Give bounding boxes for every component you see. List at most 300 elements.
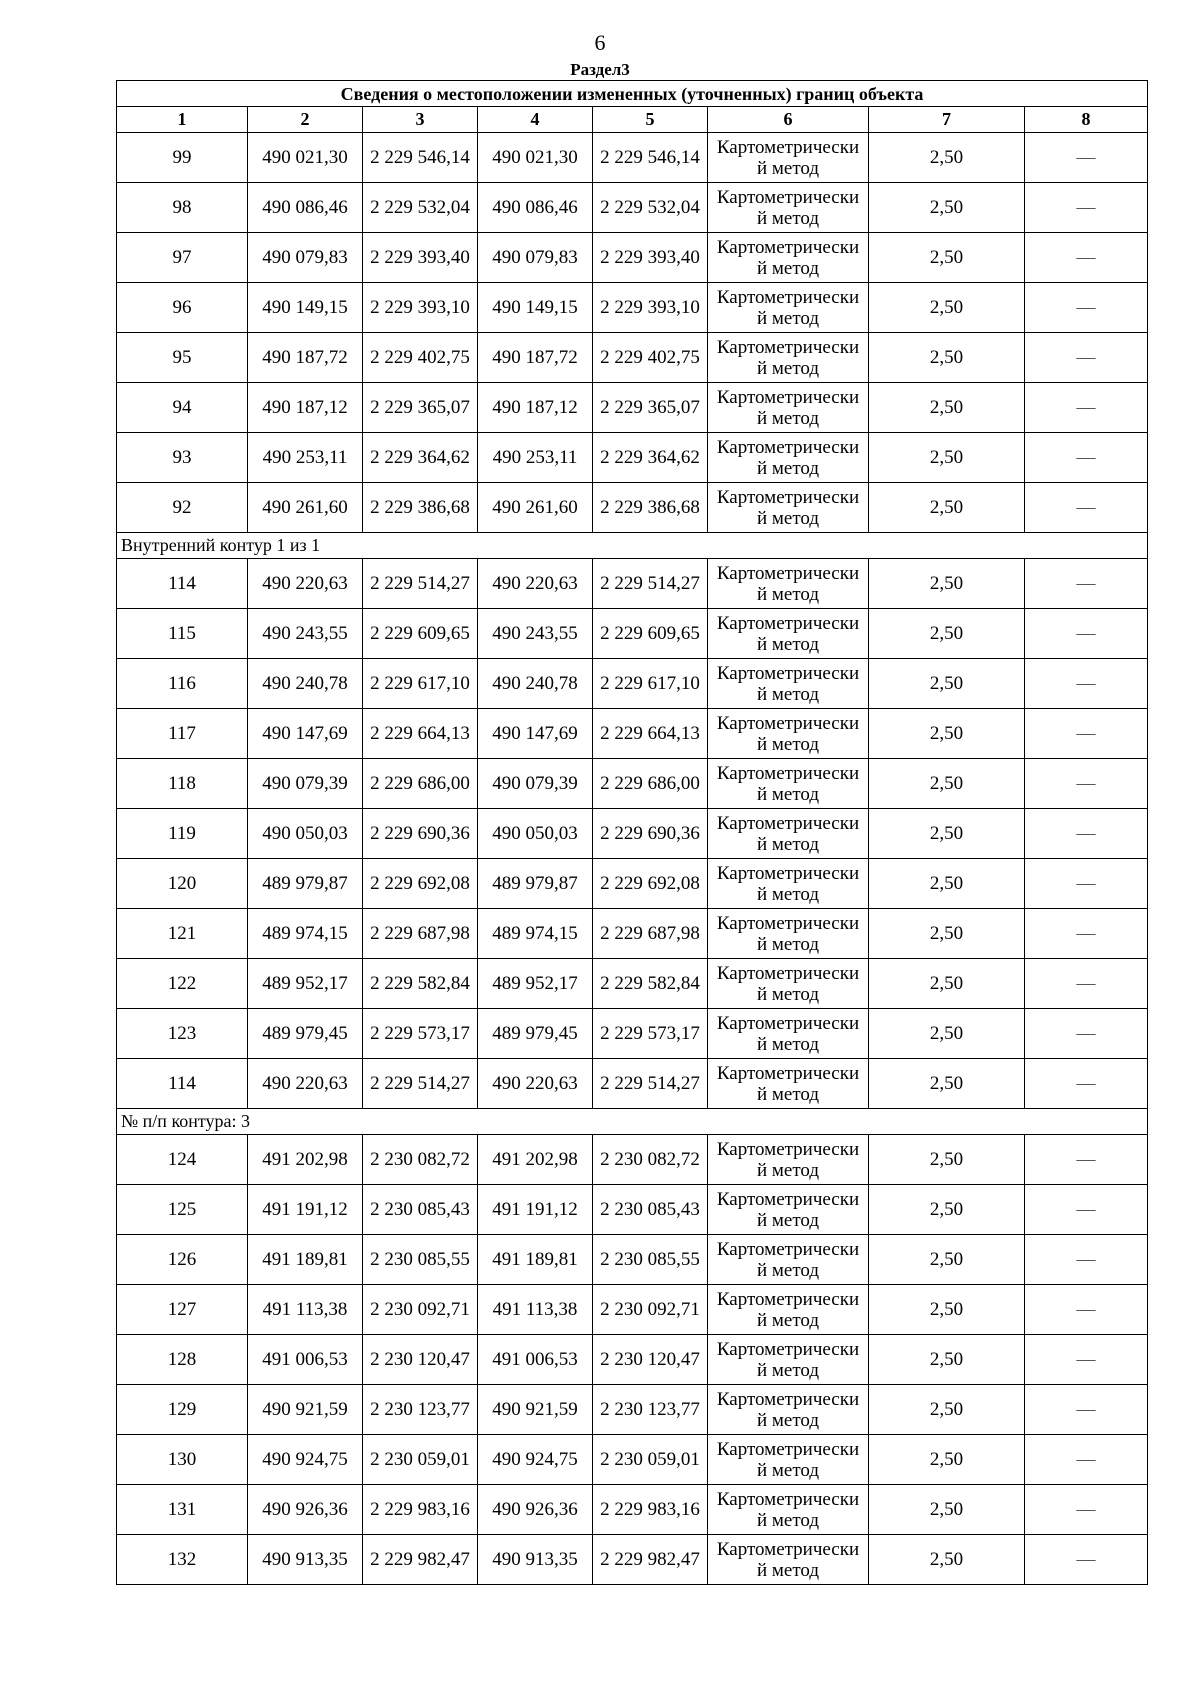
method-text-line2: й метод xyxy=(756,683,820,705)
method-text-line1: Картометрически xyxy=(716,336,860,358)
refined-y-cell: 2 229 983,16 xyxy=(593,1485,708,1535)
empty-dash-cell: — xyxy=(1025,809,1148,859)
method-text-line1: Картометрически xyxy=(716,562,860,584)
existing-y-cell: 2 229 609,65 xyxy=(363,609,478,659)
point-number-cell: 120 xyxy=(117,859,248,909)
table-row xyxy=(117,809,1148,859)
table-row xyxy=(117,1535,1148,1585)
empty-dash-cell: — xyxy=(1025,383,1148,433)
refined-x-cell: 491 189,81 xyxy=(478,1235,593,1285)
refined-x-cell: 490 149,15 xyxy=(478,283,593,333)
point-number-cell: 99 xyxy=(117,133,248,183)
empty-dash-cell: — xyxy=(1025,333,1148,383)
method-text-line2: й метод xyxy=(756,1559,820,1581)
method-text-line2: й метод xyxy=(756,583,820,605)
existing-y-cell: 2 230 123,77 xyxy=(363,1385,478,1435)
empty-dash-cell: — xyxy=(1025,283,1148,333)
existing-y-cell: 2 229 687,98 xyxy=(363,909,478,959)
point-number-cell: 128 xyxy=(117,1335,248,1385)
accuracy-cell: 2,50 xyxy=(869,1009,1025,1059)
existing-y-cell: 2 229 393,40 xyxy=(363,233,478,283)
refined-x-cell: 490 243,55 xyxy=(478,609,593,659)
existing-y-cell: 2 229 573,17 xyxy=(363,1009,478,1059)
refined-y-cell: 2 229 982,47 xyxy=(593,1535,708,1585)
method-text-line1: Картометрически xyxy=(716,1338,860,1360)
empty-dash-cell: — xyxy=(1025,233,1148,283)
coordinates-table xyxy=(116,80,1148,1585)
column-number-row xyxy=(117,107,1148,133)
method-text-line1: Картометрически xyxy=(716,812,860,834)
refined-x-cell: 490 913,35 xyxy=(478,1535,593,1585)
empty-dash-cell: — xyxy=(1025,1059,1148,1109)
empty-dash-cell: — xyxy=(1025,909,1148,959)
empty-dash-cell: — xyxy=(1025,859,1148,909)
table-row xyxy=(117,709,1148,759)
empty-dash-cell: — xyxy=(1025,183,1148,233)
empty-dash-cell: — xyxy=(1025,1385,1148,1435)
method-cell xyxy=(708,659,869,709)
existing-x-cell: 489 979,45 xyxy=(248,1009,363,1059)
table-row xyxy=(117,1435,1148,1485)
empty-dash-cell: — xyxy=(1025,1435,1148,1485)
accuracy-cell: 2,50 xyxy=(869,333,1025,383)
table-row xyxy=(117,659,1148,709)
existing-x-cell: 490 187,72 xyxy=(248,333,363,383)
method-text-line2: й метод xyxy=(756,833,820,855)
method-text-line1: Картометрически xyxy=(716,762,860,784)
accuracy-cell: 2,50 xyxy=(869,1135,1025,1185)
method-text-line1: Картометрически xyxy=(716,962,860,984)
point-number-cell: 130 xyxy=(117,1435,248,1485)
refined-y-cell: 2 229 690,36 xyxy=(593,809,708,859)
existing-x-cell: 490 243,55 xyxy=(248,609,363,659)
method-cell xyxy=(708,1185,869,1235)
existing-x-cell: 491 006,53 xyxy=(248,1335,363,1385)
method-text-line1: Картометрически xyxy=(716,662,860,684)
method-text-line2: й метод xyxy=(756,933,820,955)
method-text-line1: Картометрически xyxy=(716,236,860,258)
empty-dash-cell: — xyxy=(1025,559,1148,609)
refined-y-cell: 2 229 514,27 xyxy=(593,1059,708,1109)
accuracy-cell: 2,50 xyxy=(869,1285,1025,1335)
accuracy-cell: 2,50 xyxy=(869,1059,1025,1109)
table-row xyxy=(117,1335,1148,1385)
point-number-cell: 95 xyxy=(117,333,248,383)
method-text-line2: й метод xyxy=(756,407,820,429)
method-cell xyxy=(708,759,869,809)
table-row xyxy=(117,1135,1148,1185)
point-number-cell: 124 xyxy=(117,1135,248,1185)
refined-y-cell: 2 229 546,14 xyxy=(593,133,708,183)
existing-y-cell: 2 229 617,10 xyxy=(363,659,478,709)
existing-y-cell: 2 229 983,16 xyxy=(363,1485,478,1535)
method-text-line2: й метод xyxy=(756,1409,820,1431)
existing-y-cell: 2 229 365,07 xyxy=(363,383,478,433)
empty-dash-cell: — xyxy=(1025,1535,1148,1585)
point-number-cell: 127 xyxy=(117,1285,248,1335)
table-row xyxy=(117,909,1148,959)
section-title: Раздел3 xyxy=(570,60,630,79)
method-cell xyxy=(708,1435,869,1485)
point-number-cell: 119 xyxy=(117,809,248,859)
empty-dash-cell: — xyxy=(1025,1335,1148,1385)
existing-x-cell: 490 220,63 xyxy=(248,559,363,609)
empty-dash-cell: — xyxy=(1025,959,1148,1009)
method-text-line2: й метод xyxy=(756,257,820,279)
point-number-cell: 93 xyxy=(117,433,248,483)
contour-label: Внутренний контур 1 из 1 xyxy=(117,533,1148,559)
method-text-line1: Картометрически xyxy=(716,186,860,208)
point-number-cell: 94 xyxy=(117,383,248,433)
method-cell xyxy=(708,333,869,383)
table-row xyxy=(117,1285,1148,1335)
empty-dash-cell: — xyxy=(1025,659,1148,709)
existing-y-cell: 2 230 085,55 xyxy=(363,1235,478,1285)
method-text-line2: й метод xyxy=(756,1359,820,1381)
refined-y-cell: 2 230 120,47 xyxy=(593,1335,708,1385)
refined-x-cell: 491 191,12 xyxy=(478,1185,593,1235)
existing-x-cell: 489 974,15 xyxy=(248,909,363,959)
table-row xyxy=(117,233,1148,283)
empty-dash-cell: — xyxy=(1025,1135,1148,1185)
column-number: 8 xyxy=(1025,107,1148,133)
refined-x-cell: 490 924,75 xyxy=(478,1435,593,1485)
refined-y-cell: 2 229 364,62 xyxy=(593,433,708,483)
method-text-line1: Картометрически xyxy=(716,1062,860,1084)
existing-x-cell: 490 079,83 xyxy=(248,233,363,283)
method-text-line2: й метод xyxy=(756,357,820,379)
method-cell xyxy=(708,1535,869,1585)
table-caption-row xyxy=(117,81,1148,107)
method-cell xyxy=(708,709,869,759)
existing-x-cell: 490 220,63 xyxy=(248,1059,363,1109)
refined-y-cell: 2 229 386,68 xyxy=(593,483,708,533)
existing-x-cell: 490 253,11 xyxy=(248,433,363,483)
method-cell xyxy=(708,1059,869,1109)
table-row xyxy=(117,559,1148,609)
method-cell xyxy=(708,1135,869,1185)
table-row xyxy=(117,609,1148,659)
existing-y-cell: 2 229 686,00 xyxy=(363,759,478,809)
point-number-cell: 121 xyxy=(117,909,248,959)
point-number-cell: 97 xyxy=(117,233,248,283)
table-row xyxy=(117,759,1148,809)
refined-x-cell: 490 187,12 xyxy=(478,383,593,433)
existing-y-cell: 2 229 690,36 xyxy=(363,809,478,859)
column-number: 3 xyxy=(363,107,478,133)
empty-dash-cell: — xyxy=(1025,609,1148,659)
refined-x-cell: 490 050,03 xyxy=(478,809,593,859)
accuracy-cell: 2,50 xyxy=(869,1385,1025,1435)
refined-x-cell: 490 926,36 xyxy=(478,1485,593,1535)
method-text-line2: й метод xyxy=(756,983,820,1005)
refined-x-cell: 491 202,98 xyxy=(478,1135,593,1185)
accuracy-cell: 2,50 xyxy=(869,1485,1025,1535)
method-cell xyxy=(708,1385,869,1435)
method-text-line1: Картометрически xyxy=(716,286,860,308)
method-cell xyxy=(708,383,869,433)
refined-x-cell: 490 021,30 xyxy=(478,133,593,183)
point-number-cell: 96 xyxy=(117,283,248,333)
method-text-line2: й метод xyxy=(756,1159,820,1181)
accuracy-cell: 2,50 xyxy=(869,483,1025,533)
refined-x-cell: 490 086,46 xyxy=(478,183,593,233)
point-number-cell: 115 xyxy=(117,609,248,659)
method-cell xyxy=(708,1009,869,1059)
method-text-line2: й метод xyxy=(756,507,820,529)
refined-y-cell: 2 229 514,27 xyxy=(593,559,708,609)
accuracy-cell: 2,50 xyxy=(869,383,1025,433)
existing-y-cell: 2 229 664,13 xyxy=(363,709,478,759)
existing-y-cell: 2 229 514,27 xyxy=(363,1059,478,1109)
method-text-line1: Картометрически xyxy=(716,1012,860,1034)
refined-y-cell: 2 230 085,43 xyxy=(593,1185,708,1235)
refined-x-cell: 490 240,78 xyxy=(478,659,593,709)
existing-y-cell: 2 230 120,47 xyxy=(363,1335,478,1385)
method-cell xyxy=(708,283,869,333)
table-row xyxy=(117,1059,1148,1109)
accuracy-cell: 2,50 xyxy=(869,909,1025,959)
empty-dash-cell: — xyxy=(1025,1185,1148,1235)
refined-x-cell: 489 979,87 xyxy=(478,859,593,909)
refined-x-cell: 490 261,60 xyxy=(478,483,593,533)
existing-y-cell: 2 229 546,14 xyxy=(363,133,478,183)
table-row xyxy=(117,959,1148,1009)
point-number-cell: 117 xyxy=(117,709,248,759)
refined-x-cell: 490 079,39 xyxy=(478,759,593,809)
refined-y-cell: 2 230 092,71 xyxy=(593,1285,708,1335)
refined-y-cell: 2 230 085,55 xyxy=(593,1235,708,1285)
empty-dash-cell: — xyxy=(1025,433,1148,483)
existing-y-cell: 2 229 532,04 xyxy=(363,183,478,233)
point-number-cell: 129 xyxy=(117,1385,248,1435)
point-number-cell: 98 xyxy=(117,183,248,233)
refined-x-cell: 489 974,15 xyxy=(478,909,593,959)
table-row xyxy=(117,859,1148,909)
existing-x-cell: 490 021,30 xyxy=(248,133,363,183)
accuracy-cell: 2,50 xyxy=(869,809,1025,859)
existing-x-cell: 491 189,81 xyxy=(248,1235,363,1285)
existing-x-cell: 490 086,46 xyxy=(248,183,363,233)
existing-x-cell: 490 149,15 xyxy=(248,283,363,333)
empty-dash-cell: — xyxy=(1025,709,1148,759)
method-text-line2: й метод xyxy=(756,207,820,229)
column-number: 6 xyxy=(708,107,869,133)
point-number-cell: 125 xyxy=(117,1185,248,1235)
empty-dash-cell: — xyxy=(1025,759,1148,809)
existing-x-cell: 490 050,03 xyxy=(248,809,363,859)
refined-x-cell: 490 921,59 xyxy=(478,1385,593,1435)
refined-y-cell: 2 229 609,65 xyxy=(593,609,708,659)
existing-x-cell: 491 191,12 xyxy=(248,1185,363,1235)
refined-y-cell: 2 229 687,98 xyxy=(593,909,708,959)
table-row xyxy=(117,283,1148,333)
existing-x-cell: 491 202,98 xyxy=(248,1135,363,1185)
table-row xyxy=(117,183,1148,233)
column-number: 2 xyxy=(248,107,363,133)
existing-y-cell: 2 230 059,01 xyxy=(363,1435,478,1485)
empty-dash-cell: — xyxy=(1025,1235,1148,1285)
existing-x-cell: 490 187,12 xyxy=(248,383,363,433)
method-cell xyxy=(708,1485,869,1535)
refined-y-cell: 2 229 393,40 xyxy=(593,233,708,283)
accuracy-cell: 2,50 xyxy=(869,559,1025,609)
method-text-line2: й метод xyxy=(756,1083,820,1105)
refined-x-cell: 490 253,11 xyxy=(478,433,593,483)
method-text-line2: й метод xyxy=(756,307,820,329)
accuracy-cell: 2,50 xyxy=(869,759,1025,809)
refined-x-cell: 490 220,63 xyxy=(478,559,593,609)
method-cell xyxy=(708,809,869,859)
method-text-line2: й метод xyxy=(756,1209,820,1231)
refined-y-cell: 2 229 573,17 xyxy=(593,1009,708,1059)
method-text-line1: Картометрически xyxy=(716,1238,860,1260)
existing-y-cell: 2 230 092,71 xyxy=(363,1285,478,1335)
method-text-line1: Картометрически xyxy=(716,136,860,158)
refined-y-cell: 2 230 082,72 xyxy=(593,1135,708,1185)
refined-y-cell: 2 230 123,77 xyxy=(593,1385,708,1435)
table-row xyxy=(117,333,1148,383)
method-cell xyxy=(708,1335,869,1385)
table-row xyxy=(117,1009,1148,1059)
existing-y-cell: 2 229 582,84 xyxy=(363,959,478,1009)
method-text-line1: Картометрически xyxy=(716,612,860,634)
existing-x-cell: 489 952,17 xyxy=(248,959,363,1009)
accuracy-cell: 2,50 xyxy=(869,283,1025,333)
column-number: 5 xyxy=(593,107,708,133)
existing-x-cell: 490 913,35 xyxy=(248,1535,363,1585)
table-row xyxy=(117,383,1148,433)
existing-y-cell: 2 229 514,27 xyxy=(363,559,478,609)
existing-x-cell: 490 147,69 xyxy=(248,709,363,759)
accuracy-cell: 2,50 xyxy=(869,1185,1025,1235)
method-text-line1: Картометрически xyxy=(716,436,860,458)
empty-dash-cell: — xyxy=(1025,133,1148,183)
point-number-cell: 116 xyxy=(117,659,248,709)
accuracy-cell: 2,50 xyxy=(869,1535,1025,1585)
existing-x-cell: 490 921,59 xyxy=(248,1385,363,1435)
method-text-line2: й метод xyxy=(756,633,820,655)
existing-y-cell: 2 229 402,75 xyxy=(363,333,478,383)
table-body xyxy=(117,133,1148,1585)
method-text-line1: Картометрически xyxy=(716,1188,860,1210)
method-text-line1: Картометрически xyxy=(716,1288,860,1310)
point-number-cell: 123 xyxy=(117,1009,248,1059)
table-row xyxy=(117,1235,1148,1285)
method-text-line1: Картометрически xyxy=(716,486,860,508)
refined-x-cell: 489 979,45 xyxy=(478,1009,593,1059)
point-number-cell: 126 xyxy=(117,1235,248,1285)
point-number-cell: 92 xyxy=(117,483,248,533)
column-number: 1 xyxy=(117,107,248,133)
method-text-line2: й метод xyxy=(756,883,820,905)
existing-x-cell: 489 979,87 xyxy=(248,859,363,909)
column-number: 4 xyxy=(478,107,593,133)
method-cell xyxy=(708,433,869,483)
table-row xyxy=(117,1185,1148,1235)
existing-x-cell: 491 113,38 xyxy=(248,1285,363,1335)
table-row xyxy=(117,1385,1148,1435)
method-cell xyxy=(708,483,869,533)
contour-label-row xyxy=(117,1109,1148,1135)
existing-x-cell: 490 924,75 xyxy=(248,1435,363,1485)
existing-x-cell: 490 261,60 xyxy=(248,483,363,533)
accuracy-cell: 2,50 xyxy=(869,233,1025,283)
accuracy-cell: 2,50 xyxy=(869,1235,1025,1285)
refined-x-cell: 490 147,69 xyxy=(478,709,593,759)
method-text-line2: й метод xyxy=(756,783,820,805)
method-text-line2: й метод xyxy=(756,1309,820,1331)
refined-x-cell: 490 079,83 xyxy=(478,233,593,283)
method-cell xyxy=(708,959,869,1009)
existing-y-cell: 2 230 082,72 xyxy=(363,1135,478,1185)
method-text-line1: Картометрически xyxy=(716,1438,860,1460)
method-cell xyxy=(708,183,869,233)
refined-y-cell: 2 229 617,10 xyxy=(593,659,708,709)
refined-y-cell: 2 229 365,07 xyxy=(593,383,708,433)
method-text-line1: Картометрически xyxy=(716,1488,860,1510)
method-text-line1: Картометрически xyxy=(716,862,860,884)
page-number: 6 xyxy=(594,30,606,55)
point-number-cell: 118 xyxy=(117,759,248,809)
method-text-line1: Картометрически xyxy=(716,386,860,408)
refined-x-cell: 491 113,38 xyxy=(478,1285,593,1335)
method-text-line2: й метод xyxy=(756,157,820,179)
refined-y-cell: 2 229 393,10 xyxy=(593,283,708,333)
refined-x-cell: 490 187,72 xyxy=(478,333,593,383)
existing-x-cell: 490 240,78 xyxy=(248,659,363,709)
refined-y-cell: 2 229 692,08 xyxy=(593,859,708,909)
method-cell xyxy=(708,1235,869,1285)
refined-x-cell: 490 220,63 xyxy=(478,1059,593,1109)
method-text-line1: Картометрически xyxy=(716,1388,860,1410)
refined-y-cell: 2 230 059,01 xyxy=(593,1435,708,1485)
method-cell xyxy=(708,909,869,959)
existing-y-cell: 2 229 393,10 xyxy=(363,283,478,333)
method-cell xyxy=(708,133,869,183)
table-row xyxy=(117,1485,1148,1535)
method-cell xyxy=(708,233,869,283)
existing-y-cell: 2 229 982,47 xyxy=(363,1535,478,1585)
existing-y-cell: 2 230 085,43 xyxy=(363,1185,478,1235)
method-cell xyxy=(708,1285,869,1335)
method-cell xyxy=(708,559,869,609)
method-text-line1: Картометрически xyxy=(716,1538,860,1560)
contour-label-row xyxy=(117,533,1148,559)
existing-y-cell: 2 229 386,68 xyxy=(363,483,478,533)
accuracy-cell: 2,50 xyxy=(869,709,1025,759)
refined-y-cell: 2 229 686,00 xyxy=(593,759,708,809)
table-caption: Сведения о местоположении измененных (уточненных) границ объекта xyxy=(117,81,1148,107)
method-cell xyxy=(708,609,869,659)
table-row xyxy=(117,133,1148,183)
method-text-line1: Картометрически xyxy=(716,712,860,734)
empty-dash-cell: — xyxy=(1025,1009,1148,1059)
existing-x-cell: 490 079,39 xyxy=(248,759,363,809)
method-text-line1: Картометрически xyxy=(716,912,860,934)
point-number-cell: 114 xyxy=(117,559,248,609)
accuracy-cell: 2,50 xyxy=(869,959,1025,1009)
point-number-cell: 114 xyxy=(117,1059,248,1109)
column-number: 7 xyxy=(869,107,1025,133)
method-text-line2: й метод xyxy=(756,1033,820,1055)
accuracy-cell: 2,50 xyxy=(869,1335,1025,1385)
empty-dash-cell: — xyxy=(1025,1485,1148,1535)
method-cell xyxy=(708,859,869,909)
refined-y-cell: 2 229 582,84 xyxy=(593,959,708,1009)
refined-y-cell: 2 229 402,75 xyxy=(593,333,708,383)
method-text-line2: й метод xyxy=(756,1459,820,1481)
